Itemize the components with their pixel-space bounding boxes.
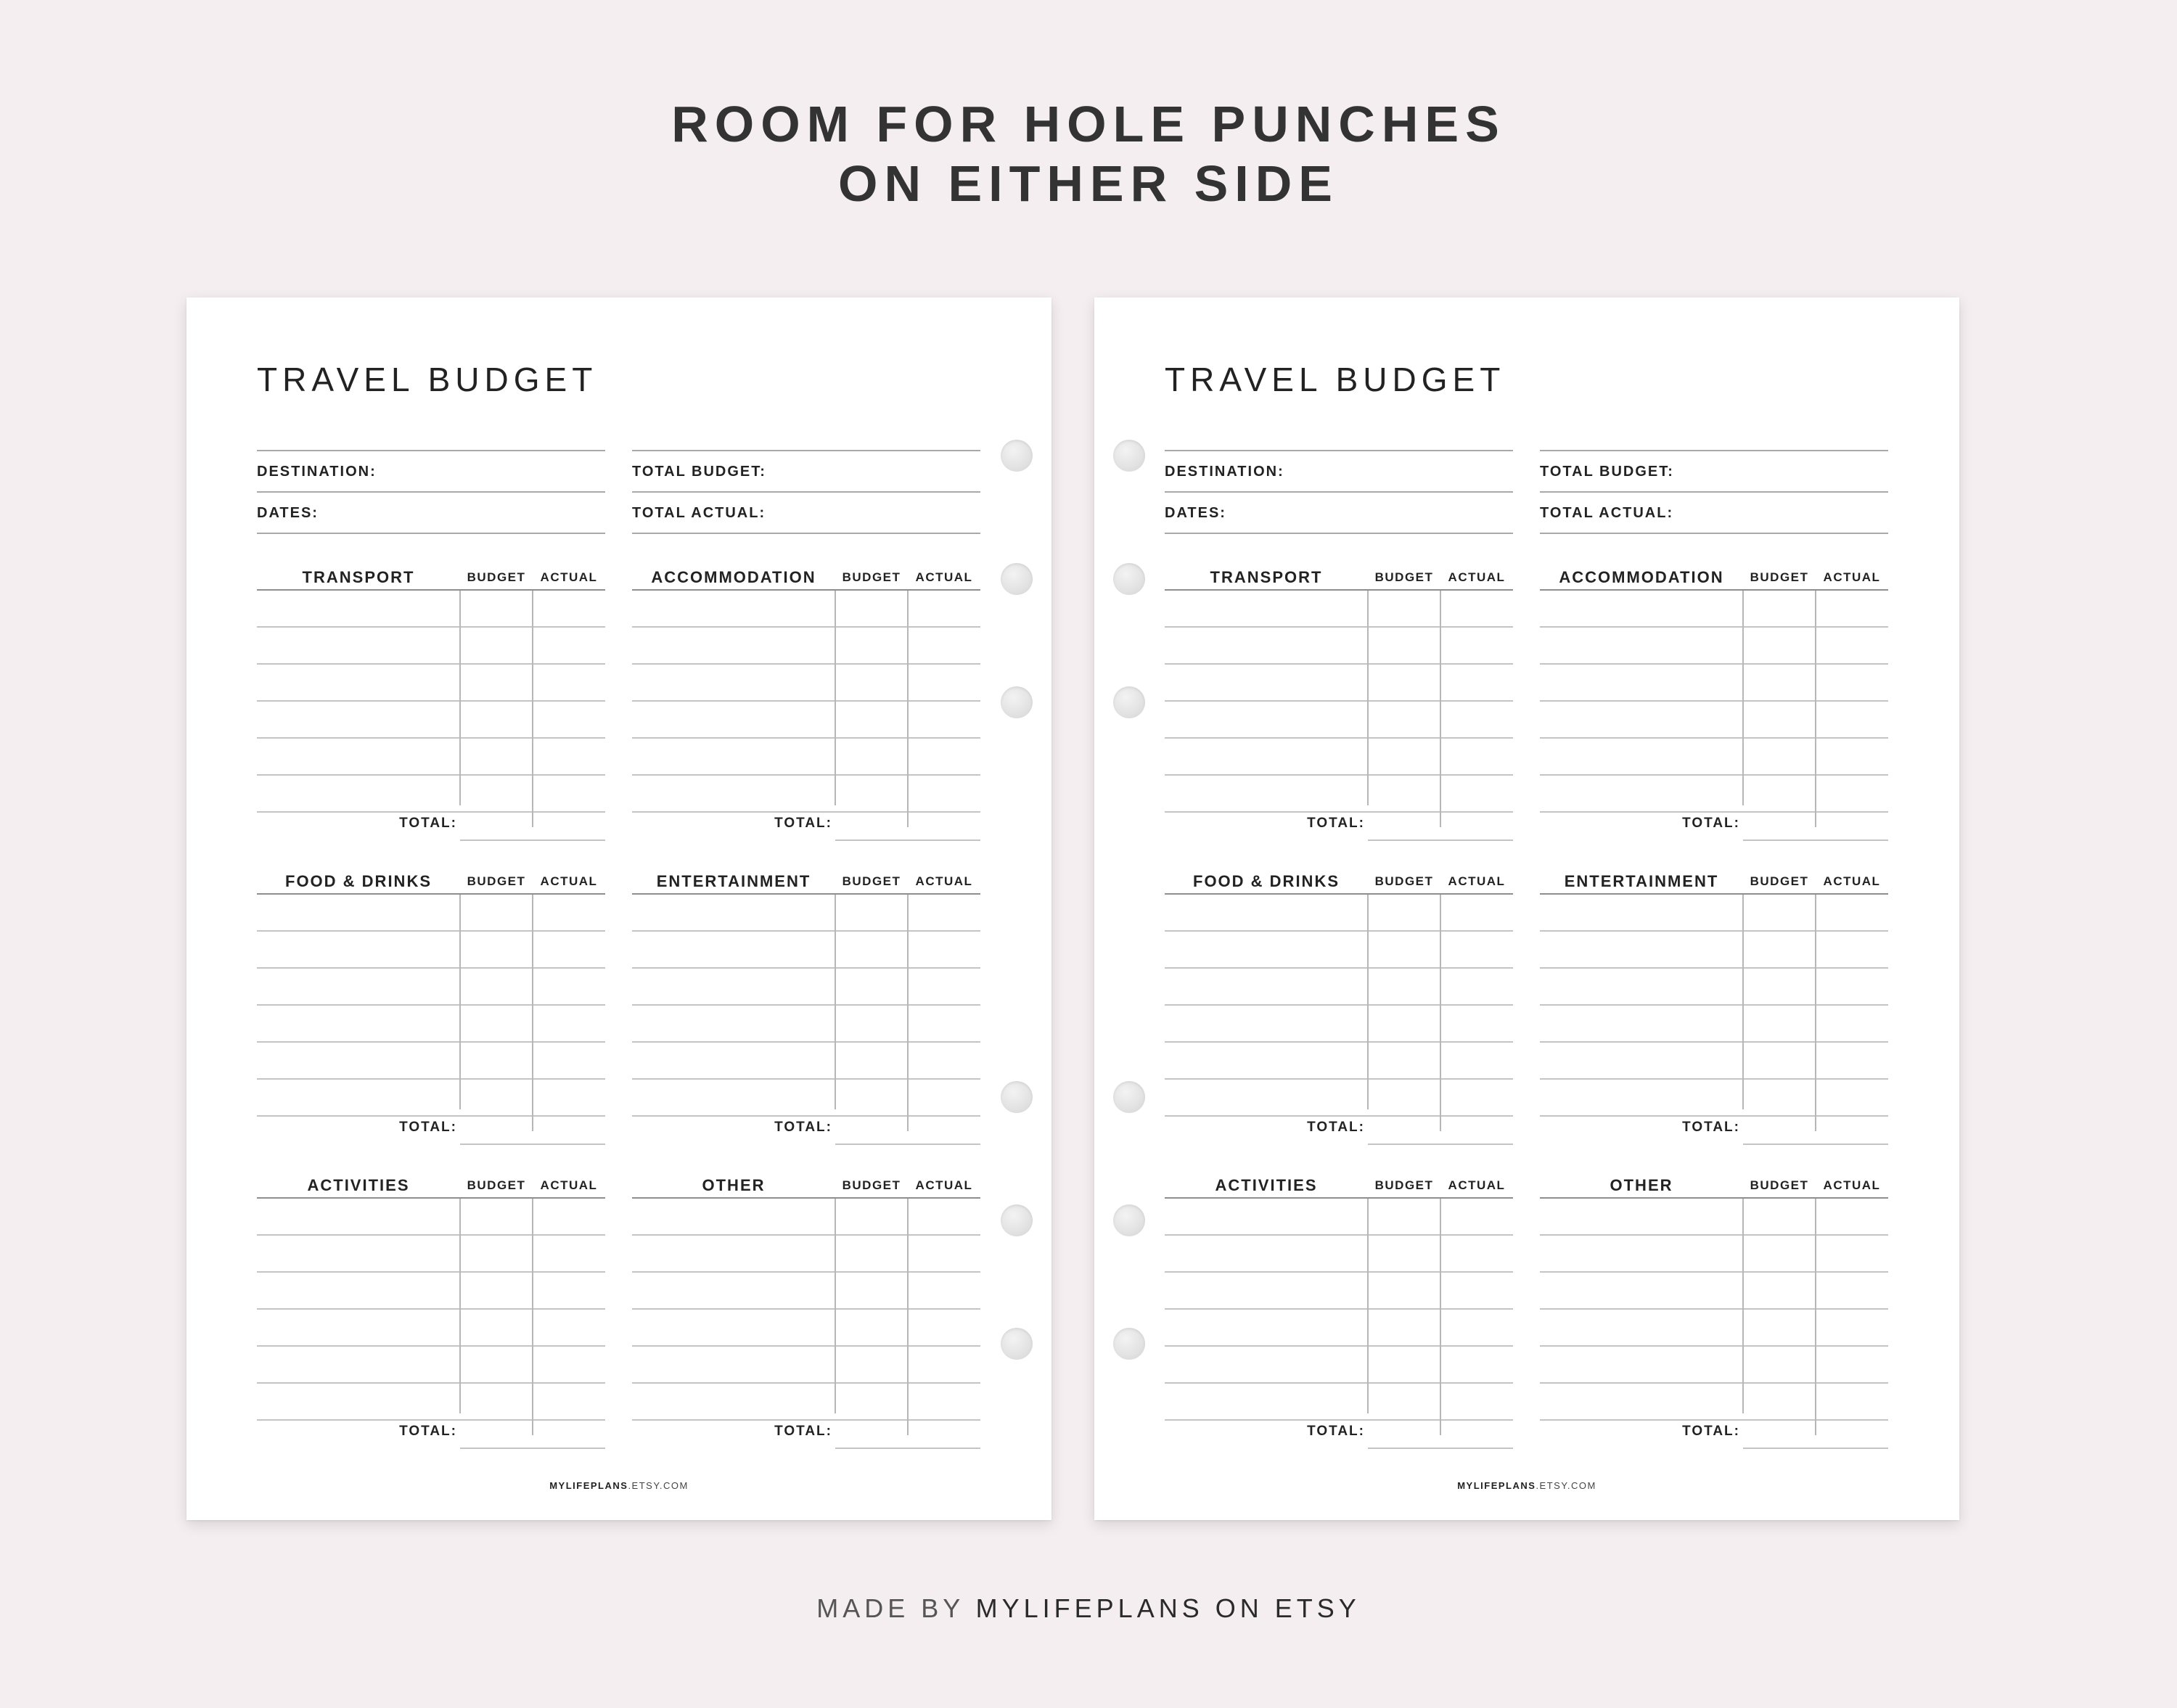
budget-column-header: BUDGET: [1374, 874, 1434, 888]
transport-table: [257, 563, 605, 842]
page-title: TRAVEL BUDGET: [257, 361, 598, 398]
budget-column-header: BUDGET: [467, 1178, 526, 1192]
food-drinks-table: [1165, 867, 1513, 1146]
accommodation-table: [1540, 563, 1888, 842]
actual-column-header: ACTUAL: [915, 1178, 973, 1192]
site-brand: MYLIFEPLANS: [1457, 1480, 1536, 1491]
budget-column-header: BUDGET: [467, 874, 526, 888]
actual-column-header: ACTUAL: [1448, 874, 1506, 888]
site-domain: .ETSY.COM: [1536, 1480, 1596, 1491]
category-title: ENTERTAINMENT: [1564, 872, 1719, 890]
category-title: FOOD & DRINKS: [1193, 872, 1340, 890]
destination-label: DESTINATION:: [257, 464, 377, 480]
transport-table: [1165, 563, 1513, 842]
actual-column-header: ACTUAL: [1448, 570, 1506, 584]
total-label: TOTAL:: [1307, 1424, 1365, 1439]
actual-column-header: ACTUAL: [1448, 1178, 1506, 1192]
total-label: TOTAL:: [1307, 816, 1365, 831]
site-credit: [186, 1480, 1051, 1491]
destination-label: DESTINATION:: [1165, 464, 1284, 480]
trip-info-left: [257, 450, 605, 534]
budget-column-header: BUDGET: [842, 1178, 901, 1192]
site-credit: [1094, 1480, 1959, 1491]
budget-column-header: BUDGET: [842, 570, 901, 584]
planner-page-right: [1094, 297, 1959, 1520]
punch-hole: [1001, 1204, 1033, 1236]
category-title: ACCOMMODATION: [1559, 568, 1724, 586]
total-label: TOTAL:: [399, 816, 457, 831]
category-title: OTHER: [1610, 1176, 1673, 1194]
trip-info-right: [1165, 450, 1513, 534]
activities-table: [1165, 1171, 1513, 1450]
budget-column-header: BUDGET: [842, 874, 901, 888]
total-actual-label: TOTAL ACTUAL:: [1540, 505, 1674, 521]
trip-totals-right: [1540, 450, 1888, 534]
actual-column-header: ACTUAL: [915, 570, 973, 584]
other-table: [632, 1171, 980, 1450]
actual-column-header: ACTUAL: [915, 874, 973, 888]
budget-column-header: BUDGET: [1750, 1178, 1809, 1192]
dates-label: DATES:: [1165, 505, 1226, 521]
headline-line-1: ROOM FOR HOLE PUNCHES: [671, 96, 1506, 152]
total-label: TOTAL:: [1307, 1120, 1365, 1135]
accommodation-table: [632, 563, 980, 842]
headline: [0, 94, 2177, 213]
punch-hole: [1113, 1081, 1145, 1113]
actual-column-header: ACTUAL: [540, 1178, 598, 1192]
planner-page-left: [186, 297, 1051, 1520]
total-label: TOTAL:: [399, 1424, 457, 1439]
category-title: ENTERTAINMENT: [656, 872, 811, 890]
entertainment-table: [1540, 867, 1888, 1146]
punch-hole: [1113, 1328, 1145, 1360]
total-label: TOTAL:: [399, 1120, 457, 1135]
footer-brand: MYLIFEPLANS ON ETSY: [975, 1593, 1361, 1623]
trip-totals-left: [632, 450, 980, 534]
total-budget-label: TOTAL BUDGET:: [1540, 464, 1674, 480]
punch-hole: [1001, 563, 1033, 595]
activities-table: [257, 1171, 605, 1450]
total-budget-label: TOTAL BUDGET:: [632, 464, 766, 480]
site-brand: MYLIFEPLANS: [549, 1480, 628, 1491]
food-drinks-table: [257, 867, 605, 1146]
budget-column-header: BUDGET: [467, 570, 526, 584]
total-label: TOTAL:: [774, 1424, 832, 1439]
punch-hole: [1113, 1204, 1145, 1236]
actual-column-header: ACTUAL: [540, 570, 598, 584]
category-title: ACCOMMODATION: [651, 568, 816, 586]
punch-hole: [1113, 686, 1145, 718]
headline-line-2: ON EITHER SIDE: [838, 155, 1339, 212]
entertainment-table: [632, 867, 980, 1146]
category-title: ACTIVITIES: [1215, 1176, 1318, 1194]
site-domain: .ETSY.COM: [628, 1480, 689, 1491]
category-title: OTHER: [702, 1176, 766, 1194]
punch-hole: [1001, 686, 1033, 718]
footer-prefix: MADE BY: [816, 1593, 964, 1623]
actual-column-header: ACTUAL: [1823, 874, 1881, 888]
total-label: TOTAL:: [1682, 816, 1740, 831]
actual-column-header: ACTUAL: [540, 874, 598, 888]
total-label: TOTAL:: [1682, 1424, 1740, 1439]
punch-hole: [1001, 440, 1033, 472]
punch-hole: [1113, 440, 1145, 472]
budget-column-header: BUDGET: [1374, 1178, 1434, 1192]
dates-label: DATES:: [257, 505, 319, 521]
total-actual-label: TOTAL ACTUAL:: [632, 505, 766, 521]
punch-hole: [1113, 563, 1145, 595]
punch-hole: [1001, 1081, 1033, 1113]
actual-column-header: ACTUAL: [1823, 1178, 1881, 1192]
footer-credit: [0, 1593, 2177, 1624]
actual-column-header: ACTUAL: [1823, 570, 1881, 584]
category-title: TRANSPORT: [1210, 568, 1323, 586]
budget-column-header: BUDGET: [1374, 570, 1434, 584]
page-title: TRAVEL BUDGET: [1165, 361, 1506, 398]
punch-hole: [1001, 1328, 1033, 1360]
total-label: TOTAL:: [1682, 1120, 1740, 1135]
category-title: FOOD & DRINKS: [285, 872, 432, 890]
category-title: TRANSPORT: [302, 568, 415, 586]
category-title: ACTIVITIES: [307, 1176, 410, 1194]
other-table: [1540, 1171, 1888, 1450]
total-label: TOTAL:: [774, 816, 832, 831]
budget-column-header: BUDGET: [1750, 874, 1809, 888]
budget-column-header: BUDGET: [1750, 570, 1809, 584]
total-label: TOTAL:: [774, 1120, 832, 1135]
